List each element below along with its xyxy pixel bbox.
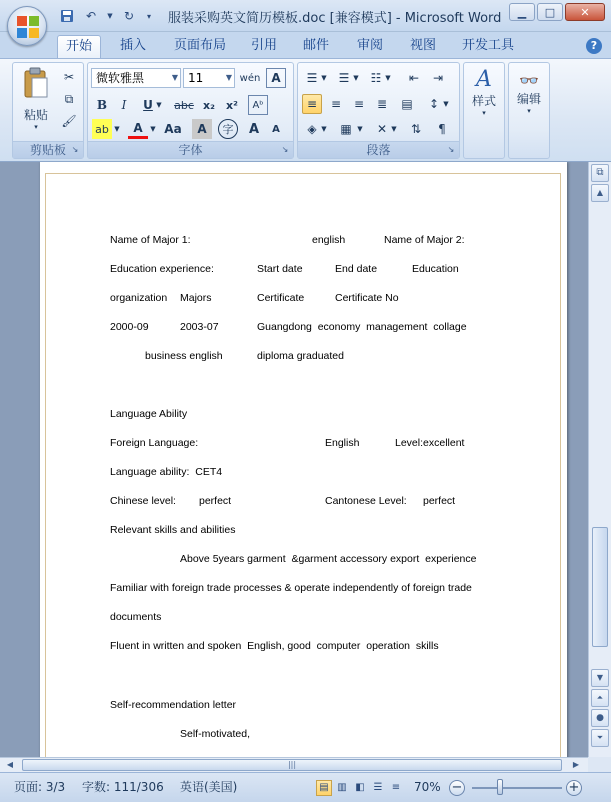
- text-line-4a: 2000-09: [110, 321, 149, 333]
- text-line-8: Language ability: CET4: [110, 466, 223, 478]
- phonetic-guide-icon[interactable]: wén: [239, 72, 261, 84]
- language-indicator[interactable]: 英语(美国): [180, 780, 238, 794]
- text-line-7a: Foreign Language:: [110, 437, 199, 449]
- zoom-slider-handle[interactable]: [497, 779, 503, 795]
- align-right-icon[interactable]: ≡: [353, 97, 365, 111]
- strikethrough-button[interactable]: abc: [174, 98, 194, 112]
- undo-icon[interactable]: ↶: [85, 9, 97, 23]
- zoom-out-icon[interactable]: −: [449, 780, 465, 796]
- tab-review[interactable]: 审阅: [357, 38, 384, 53]
- paste-dropdown-icon: ▾: [34, 123, 38, 131]
- text-line-1a: Name of Major 1:: [110, 234, 191, 246]
- text-line-4c: Guangdong economy management collage: [257, 321, 467, 333]
- font-name-value: 微软雅黑: [96, 71, 145, 85]
- status-bar: [0, 772, 611, 802]
- editing-group: [508, 62, 550, 159]
- paste-label: 粘贴: [23, 108, 48, 122]
- scroll-up-icon[interactable]: ▲: [591, 184, 609, 202]
- text-line-3a: organization: [110, 292, 168, 304]
- zoom-level[interactable]: 70%: [414, 780, 441, 794]
- view-ruler-icon[interactable]: ⧉: [591, 164, 609, 182]
- binoculars-icon: 👓: [519, 71, 539, 90]
- text-line-3d: Certificate No: [335, 292, 399, 304]
- save-icon[interactable]: [58, 7, 76, 25]
- shading-dropdown-icon[interactable]: ▼: [321, 125, 327, 133]
- ribbon: [0, 58, 611, 162]
- maximize-icon: □: [544, 5, 556, 19]
- text-line-2c: End date: [335, 263, 378, 275]
- tab-developer[interactable]: 开发工具: [462, 38, 515, 53]
- scroll-right-icon[interactable]: ▶: [572, 760, 580, 769]
- cut-icon[interactable]: ✂: [63, 70, 75, 84]
- font-launcher-icon[interactable]: ↘: [281, 145, 289, 154]
- document-area[interactable]: [0, 162, 588, 757]
- text-line-13: documents: [110, 611, 162, 623]
- text-line-14: Fluent in written and spoken English, good computer operation skills: [110, 640, 439, 652]
- zoom-slider-track[interactable]: [472, 787, 562, 789]
- help-icon[interactable]: ?: [586, 38, 602, 54]
- tab-page-layout[interactable]: 页面布局: [174, 38, 227, 53]
- text-line-2d: Education: [412, 263, 459, 275]
- chinese-layout-icon[interactable]: ✕: [376, 122, 388, 136]
- clipboard-group: [12, 62, 84, 159]
- styles-button[interactable]: [466, 67, 502, 155]
- text-line-5a: business english: [145, 350, 223, 362]
- shading-icon[interactable]: ◈: [307, 122, 317, 136]
- scroll-left-icon[interactable]: ◀: [6, 760, 14, 769]
- text-line-3b: Majors: [180, 292, 212, 304]
- numbering-icon[interactable]: ☰: [338, 71, 350, 85]
- styles-dropdown-icon: ▾: [482, 109, 486, 117]
- full-screen-reading-icon[interactable]: ▥: [337, 782, 347, 793]
- text-line-1b: english: [312, 234, 346, 246]
- font-group-label: 字体: [88, 141, 293, 158]
- horizontal-scrollbar[interactable]: [0, 757, 588, 772]
- font-size-combo[interactable]: [183, 68, 235, 88]
- text-line-7b: English: [325, 437, 360, 449]
- paste-button[interactable]: [19, 67, 53, 131]
- tab-mailings[interactable]: 邮件: [303, 38, 330, 53]
- sort-icon[interactable]: ⇅: [410, 122, 422, 136]
- chinese-layout-dropdown-icon[interactable]: ▼: [391, 125, 397, 133]
- copy-icon[interactable]: ⧉: [64, 91, 74, 106]
- close-icon: ✕: [580, 5, 590, 19]
- text-line-9d: perfect: [423, 495, 456, 507]
- scroll-down-icon[interactable]: ▼: [591, 669, 609, 687]
- editing-dropdown-icon: ▾: [527, 107, 531, 115]
- enclose-characters-icon[interactable]: 字: [218, 119, 238, 139]
- font-size-dropdown-icon: ▼: [225, 73, 232, 82]
- tab-view[interactable]: 视图: [410, 38, 437, 53]
- character-border-icon[interactable]: A: [266, 68, 286, 88]
- editing-button[interactable]: [511, 67, 547, 155]
- zoom-in-icon[interactable]: +: [566, 780, 582, 796]
- outline-view-icon[interactable]: ☰: [373, 782, 383, 793]
- tab-references[interactable]: 引用: [251, 38, 278, 53]
- text-line-16: Self-motivated,: [180, 728, 251, 740]
- tab-insert[interactable]: 插入: [120, 38, 147, 53]
- align-left-icon[interactable]: ≡: [302, 94, 322, 114]
- page-indicator[interactable]: 页面: 3/3: [14, 780, 66, 794]
- text-line-2a: Education experience:: [110, 263, 214, 275]
- borders-icon[interactable]: ▦: [340, 122, 352, 136]
- bullets-icon[interactable]: ☰: [306, 71, 318, 85]
- underline-button[interactable]: U: [143, 98, 153, 112]
- character-shading-button[interactable]: A: [192, 119, 212, 139]
- numbering-dropdown-icon[interactable]: ▼: [353, 74, 359, 82]
- text-line-15: Self-recommendation letter: [110, 699, 237, 711]
- previous-page-icon[interactable]: ⏶: [591, 689, 609, 707]
- page-border: [45, 173, 561, 757]
- text-line-9a: Chinese level:: [110, 495, 176, 507]
- paste-icon: [22, 67, 50, 101]
- justify-icon[interactable]: ≣: [376, 97, 388, 111]
- select-browse-object-icon[interactable]: ●: [591, 709, 609, 727]
- draft-view-icon[interactable]: ≡: [391, 782, 401, 793]
- line-spacing-dropdown-icon[interactable]: ▼: [443, 100, 449, 108]
- borders-dropdown-icon[interactable]: ▼: [357, 125, 363, 133]
- tab-home[interactable]: 开始: [57, 35, 101, 58]
- styles-label: 样式: [471, 94, 496, 108]
- quick-access-toolbar: [58, 7, 154, 25]
- multilevel-dropdown-icon[interactable]: ▼: [385, 74, 391, 82]
- grow-font-button[interactable]: A: [248, 121, 260, 137]
- multilevel-list-icon[interactable]: ☷: [370, 71, 382, 85]
- window-controls: [509, 3, 605, 21]
- minimize-icon: ▁: [517, 5, 527, 19]
- word-count[interactable]: 字数: 111/306: [82, 780, 164, 794]
- font-color-dropdown-icon[interactable]: ▼: [150, 125, 156, 133]
- italic-button[interactable]: I: [121, 98, 127, 112]
- text-line-11: Above 5years garment &garment accessory export experience: [180, 553, 477, 565]
- clipboard-group-label: 剪贴板: [13, 141, 83, 158]
- increase-indent-icon[interactable]: ⇥: [432, 71, 444, 85]
- minimize-button[interactable]: [509, 3, 535, 21]
- bullets-dropdown-icon[interactable]: ▼: [321, 74, 327, 82]
- redo-icon[interactable]: ↻: [123, 9, 135, 23]
- maximize-button[interactable]: [537, 3, 563, 21]
- font-group: [87, 62, 294, 159]
- decrease-indent-icon[interactable]: ⇤: [408, 71, 420, 85]
- font-name-dropdown-icon: ▼: [171, 73, 178, 82]
- horizontal-scroll-thumb[interactable]: |||: [22, 759, 562, 771]
- ribbon-tabs: [0, 32, 611, 58]
- vertical-scrollbar[interactable]: [588, 162, 611, 757]
- office-button[interactable]: [7, 6, 47, 46]
- show-marks-icon[interactable]: ¶: [438, 122, 446, 136]
- title-bar: [0, 0, 611, 32]
- change-case-button[interactable]: Aa: [164, 122, 182, 136]
- text-line-3c: Certificate: [257, 292, 305, 304]
- clipboard-launcher-icon[interactable]: ↘: [71, 145, 79, 154]
- font-name-combo[interactable]: [91, 68, 181, 88]
- undo-dropdown-icon[interactable]: ▼: [107, 12, 113, 20]
- text-line-10: Relevant skills and abilities: [110, 524, 236, 536]
- text-line-7c: Level:excellent: [395, 437, 465, 449]
- paragraph-group-label: 段落: [298, 141, 459, 158]
- bold-button[interactable]: B: [96, 98, 108, 112]
- print-layout-view-icon[interactable]: ▤: [316, 780, 332, 796]
- superscript-button[interactable]: x²: [226, 98, 238, 112]
- text-line-9b: perfect: [199, 495, 232, 507]
- close-button[interactable]: [565, 3, 605, 21]
- line-spacing-icon[interactable]: ↕: [428, 97, 440, 111]
- subscript-button[interactable]: x₂: [203, 98, 215, 112]
- paragraph-launcher-icon[interactable]: ↘: [447, 145, 455, 154]
- text-line-4b: 2003-07: [180, 321, 219, 333]
- text-line-12: Familiar with foreign trade processes & operate independently of foreign trade: [110, 582, 472, 594]
- highlight-dropdown-icon[interactable]: ▼: [114, 125, 120, 133]
- document-page[interactable]: [40, 162, 567, 757]
- text-line-6: Language Ability: [110, 408, 188, 420]
- text-line-9c: Cantonese Level:: [325, 495, 407, 507]
- text-line-2b: Start date: [257, 263, 303, 275]
- customize-qat-icon[interactable]: ▾: [146, 11, 151, 21]
- editing-label: 编辑: [516, 92, 541, 106]
- vertical-scroll-thumb[interactable]: [592, 527, 608, 647]
- styles-group: [463, 62, 505, 159]
- web-layout-icon[interactable]: ◧: [355, 782, 365, 793]
- next-page-icon[interactable]: ⏷: [591, 729, 609, 747]
- scrollbar-corner: [588, 757, 611, 772]
- styles-icon: A: [476, 67, 492, 92]
- align-center-icon[interactable]: ≡: [330, 97, 342, 111]
- window-title: 服装采购英文简历模板.doc [兼容模式] - Microsoft Word: [168, 11, 502, 26]
- text-line-5b: diploma graduated: [257, 350, 344, 362]
- office-logo-icon: [16, 15, 40, 39]
- distributed-icon[interactable]: ▤: [401, 97, 413, 111]
- highlight-icon[interactable]: ab: [92, 119, 112, 139]
- text-line-1c: Name of Major 2:: [384, 234, 465, 246]
- underline-dropdown-icon[interactable]: ▼: [156, 101, 162, 109]
- font-color-icon[interactable]: A: [128, 119, 148, 139]
- format-painter-icon[interactable]: 🖌: [61, 114, 77, 128]
- paragraph-group: [297, 62, 460, 159]
- clear-formatting-icon[interactable]: Aᵇ: [248, 95, 268, 115]
- font-size-value: 11: [188, 71, 204, 85]
- shrink-font-button[interactable]: A: [272, 123, 280, 135]
